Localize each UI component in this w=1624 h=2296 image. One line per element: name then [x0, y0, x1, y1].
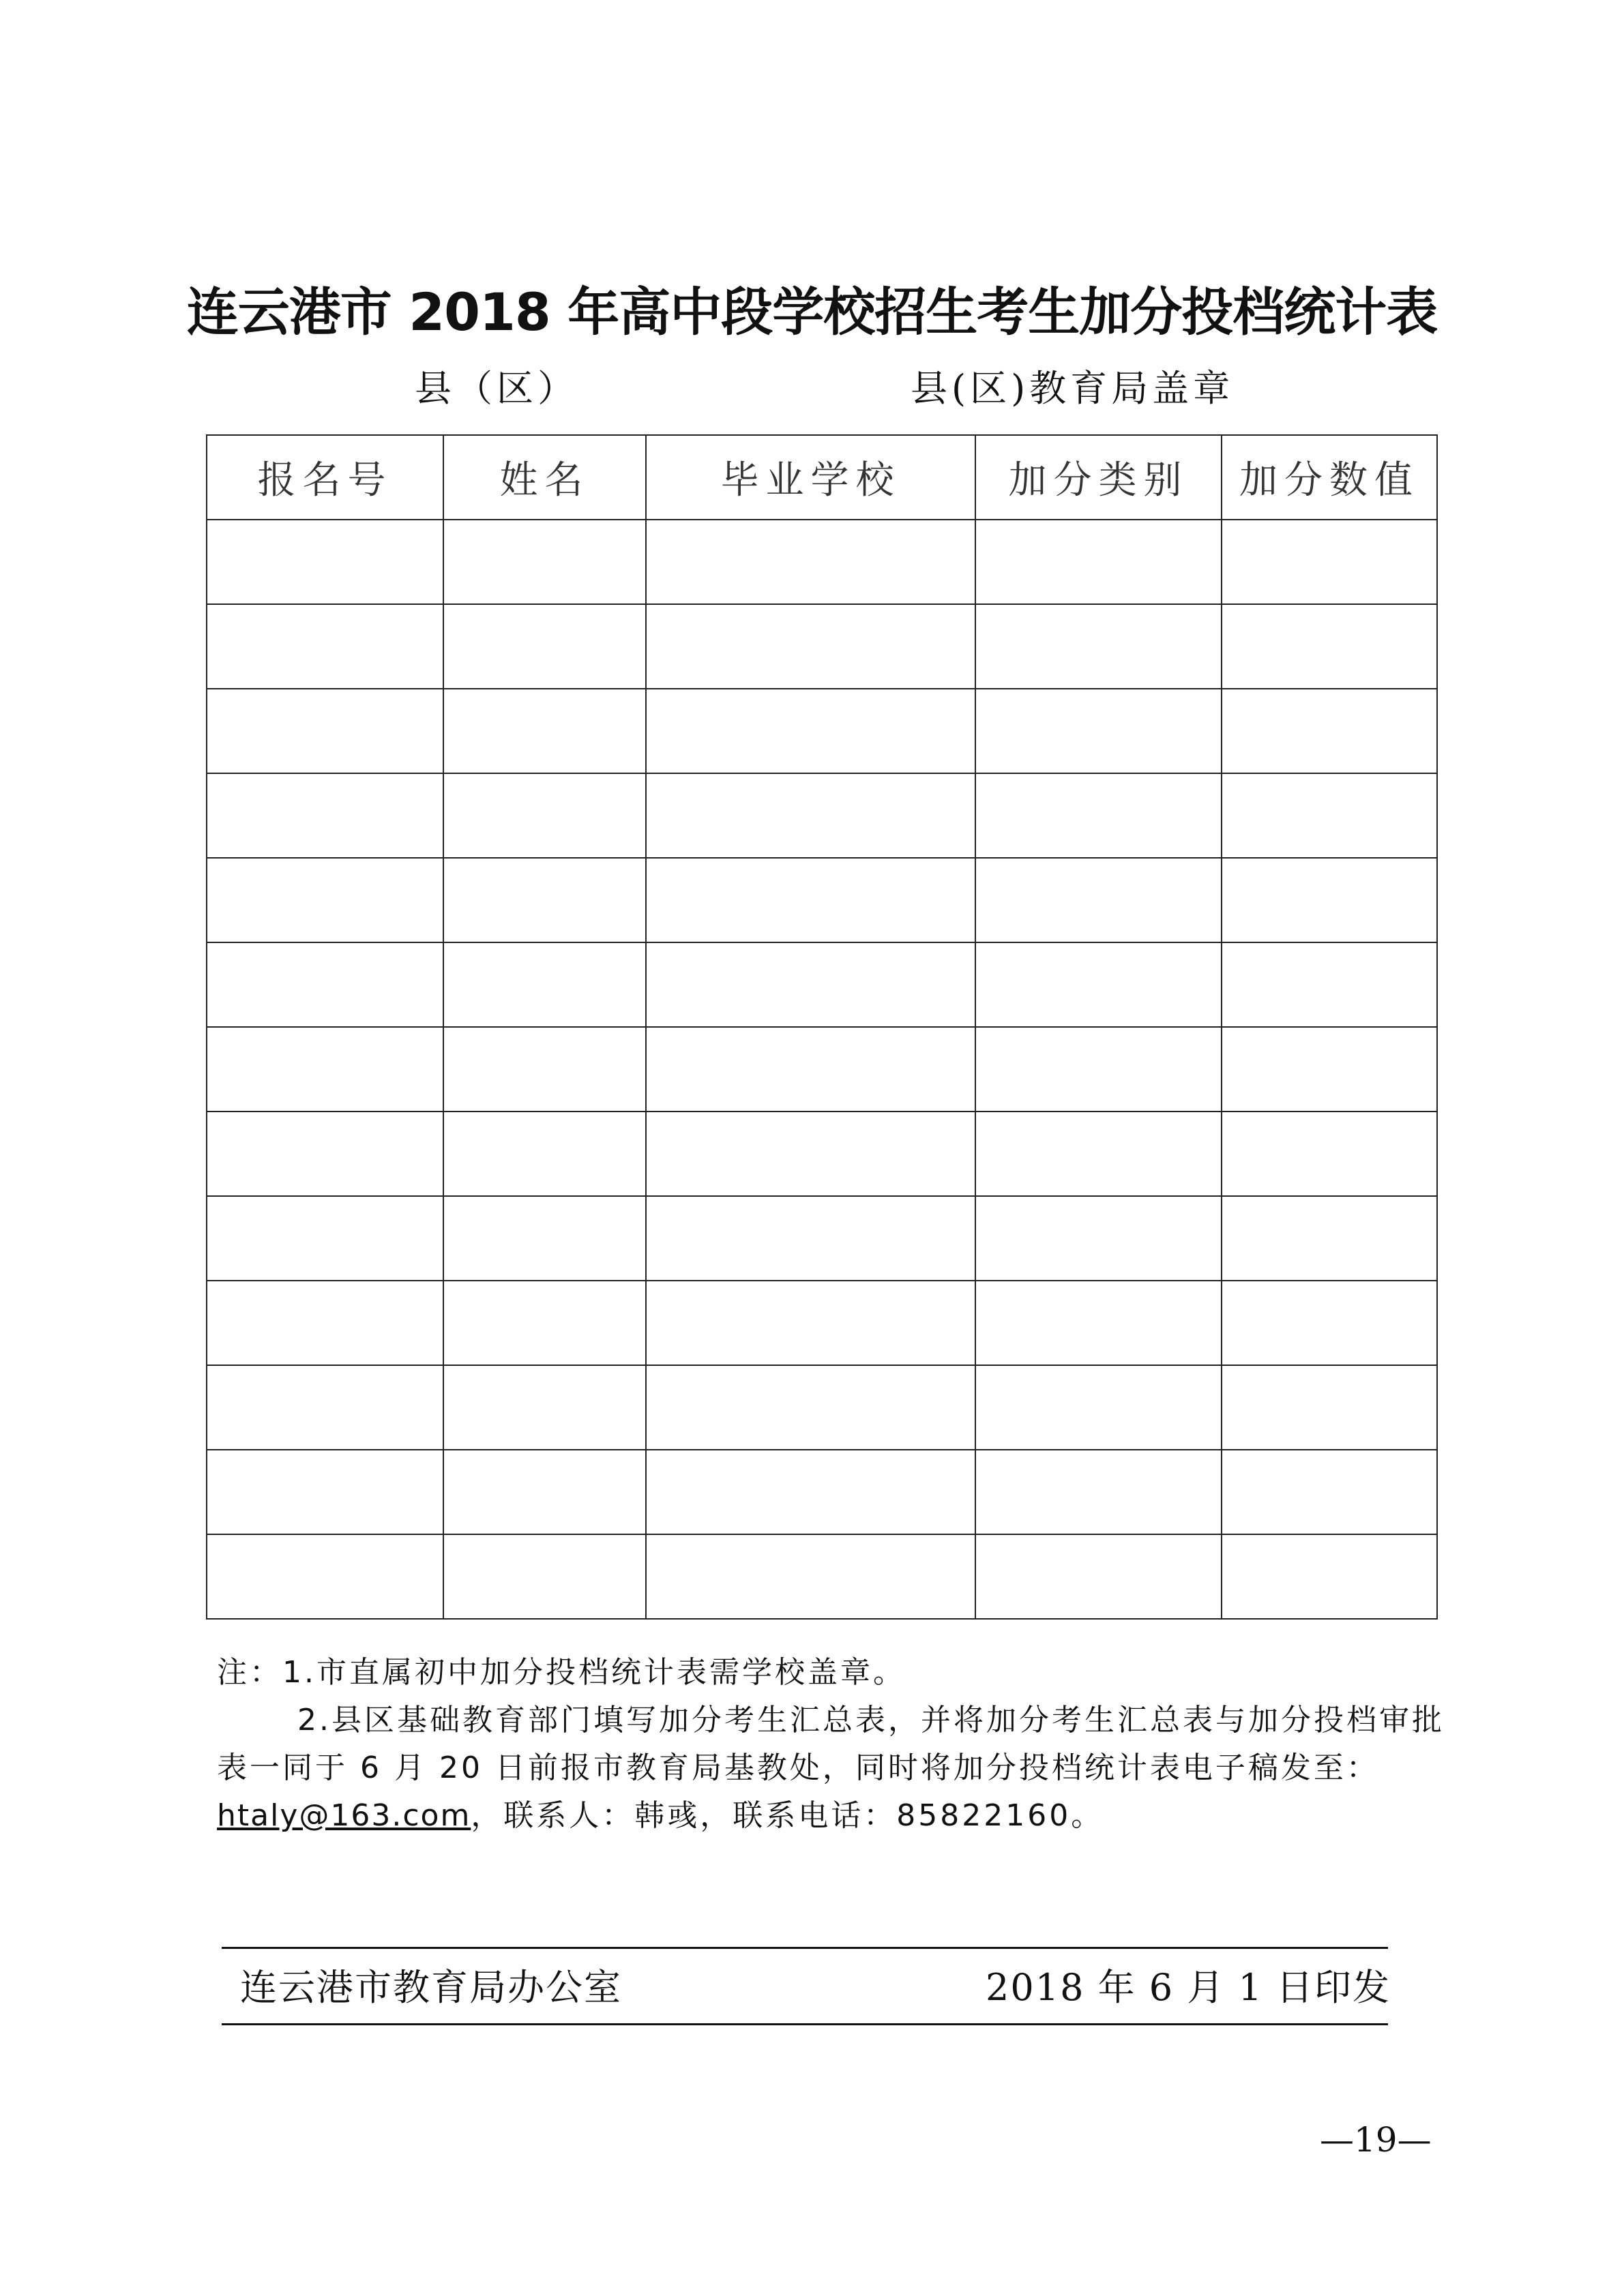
- table-cell[interactable]: [646, 604, 975, 689]
- table-row: [207, 520, 1437, 604]
- table-row: [207, 1450, 1437, 1534]
- county-label: 县（区）: [415, 367, 578, 410]
- table-cell[interactable]: [646, 1534, 975, 1619]
- table-row: [207, 689, 1437, 773]
- table-cell[interactable]: [207, 1196, 443, 1281]
- table-cell[interactable]: [646, 1027, 975, 1112]
- table-row: [207, 1196, 1437, 1281]
- table-cell[interactable]: [207, 689, 443, 773]
- header-graduated-school: 毕业学校: [646, 435, 975, 520]
- table-cell[interactable]: [443, 1027, 646, 1112]
- table-cell[interactable]: [646, 520, 975, 604]
- table-cell[interactable]: [646, 1196, 975, 1281]
- table-cell[interactable]: [1222, 1534, 1437, 1619]
- email-link[interactable]: htaly@163.com: [217, 1798, 471, 1833]
- page-number: —19—: [1320, 2120, 1432, 2160]
- table-cell[interactable]: [443, 1534, 646, 1619]
- table-row: [207, 1112, 1437, 1196]
- table-cell[interactable]: [975, 1027, 1222, 1112]
- table-row: [207, 1281, 1437, 1365]
- table-cell[interactable]: [975, 604, 1222, 689]
- header-bonus-value: 加分数值: [1222, 435, 1437, 520]
- table-row: [207, 1365, 1437, 1450]
- table-cell[interactable]: [975, 1450, 1222, 1534]
- table-cell[interactable]: [1222, 520, 1437, 604]
- document-title: 连云港市 2018 年高中段学校招生考生加分投档统计表: [186, 282, 1438, 342]
- footer-top-rule: [222, 1947, 1388, 1949]
- stamp-label: 县(区)教育局盖章: [911, 367, 1235, 410]
- note-2-line-1: 2.县区基础教育部门填写加分考生汇总表，并将加分考生汇总表与加分投档审批: [297, 1703, 1445, 1738]
- header-bonus-category: 加分类别: [975, 435, 1222, 520]
- table-row: [207, 773, 1437, 858]
- table-cell[interactable]: [443, 604, 646, 689]
- table-header-row: [207, 435, 1437, 520]
- table-cell[interactable]: [646, 1450, 975, 1534]
- table-cell[interactable]: [207, 1027, 443, 1112]
- table-cell[interactable]: [975, 773, 1222, 858]
- table-cell[interactable]: [975, 1281, 1222, 1365]
- table-cell[interactable]: [207, 773, 443, 858]
- table-cell[interactable]: [443, 1112, 646, 1196]
- table-cell[interactable]: [443, 942, 646, 1027]
- table-cell[interactable]: [975, 1112, 1222, 1196]
- table-cell[interactable]: [646, 773, 975, 858]
- table-cell[interactable]: [443, 1450, 646, 1534]
- footer-bottom-rule: [222, 2023, 1388, 2025]
- table-cell[interactable]: [443, 1196, 646, 1281]
- table-cell[interactable]: [646, 1112, 975, 1196]
- header-name: 姓名: [443, 435, 646, 520]
- note-2-line-3: [217, 1792, 1431, 1840]
- table-cell[interactable]: [1222, 1027, 1437, 1112]
- table-cell[interactable]: [443, 773, 646, 858]
- table-cell[interactable]: [1222, 1450, 1437, 1534]
- table-cell[interactable]: [207, 1112, 443, 1196]
- issuing-office: 连云港市教育局办公室: [240, 1966, 622, 2009]
- table-cell[interactable]: [1222, 689, 1437, 773]
- table-cell[interactable]: [646, 1365, 975, 1450]
- table-cell[interactable]: [443, 1281, 646, 1365]
- table-cell[interactable]: [443, 520, 646, 604]
- table-cell[interactable]: [443, 858, 646, 942]
- table-body: [207, 520, 1437, 1619]
- table-cell[interactable]: [443, 689, 646, 773]
- table-cell[interactable]: [1222, 1196, 1437, 1281]
- table-cell[interactable]: [646, 942, 975, 1027]
- table-row: [207, 604, 1437, 689]
- note-2-line-2: 表一同于 6 月 20 日前报市教育局基教处，同时将加分投档统计表电子稿发至：: [217, 1750, 1379, 1785]
- issue-date: 2018 年 6 月 1 日印发: [986, 1966, 1391, 2009]
- notes-section: [217, 1649, 1445, 1840]
- table-cell[interactable]: [207, 1534, 443, 1619]
- table-cell[interactable]: [975, 1534, 1222, 1619]
- table-cell[interactable]: [1222, 1112, 1437, 1196]
- table-cell[interactable]: [1222, 858, 1437, 942]
- table-cell[interactable]: [207, 858, 443, 942]
- table-row: [207, 1534, 1437, 1619]
- table-row: [207, 858, 1437, 942]
- table-cell[interactable]: [207, 1281, 443, 1365]
- table-cell[interactable]: [1222, 1365, 1437, 1450]
- table-cell[interactable]: [207, 1450, 443, 1534]
- table-cell[interactable]: [975, 1365, 1222, 1450]
- table-cell[interactable]: [975, 520, 1222, 604]
- table-cell[interactable]: [1222, 942, 1437, 1027]
- table-cell[interactable]: [207, 604, 443, 689]
- bonus-statistics-table: [206, 434, 1438, 1620]
- table-cell[interactable]: [975, 942, 1222, 1027]
- table-cell[interactable]: [975, 1196, 1222, 1281]
- table-cell[interactable]: [646, 1281, 975, 1365]
- table-cell[interactable]: [443, 1365, 646, 1450]
- table-cell[interactable]: [975, 858, 1222, 942]
- contact-info: ，联系人：韩彧，联系电话：85822160。: [471, 1798, 1104, 1833]
- table-cell[interactable]: [207, 1365, 443, 1450]
- note-1: 注：1.市直属初中加分投档统计表需学校盖章。: [217, 1655, 906, 1690]
- table-row: [207, 1027, 1437, 1112]
- table-cell[interactable]: [646, 689, 975, 773]
- header-registration-number: 报名号: [207, 435, 443, 520]
- table-cell[interactable]: [975, 689, 1222, 773]
- table-cell[interactable]: [207, 520, 443, 604]
- table-cell[interactable]: [1222, 604, 1437, 689]
- table-cell[interactable]: [1222, 1281, 1437, 1365]
- table-cell[interactable]: [1222, 773, 1437, 858]
- table-row: [207, 942, 1437, 1027]
- table-cell[interactable]: [207, 942, 443, 1027]
- table-cell[interactable]: [646, 858, 975, 942]
